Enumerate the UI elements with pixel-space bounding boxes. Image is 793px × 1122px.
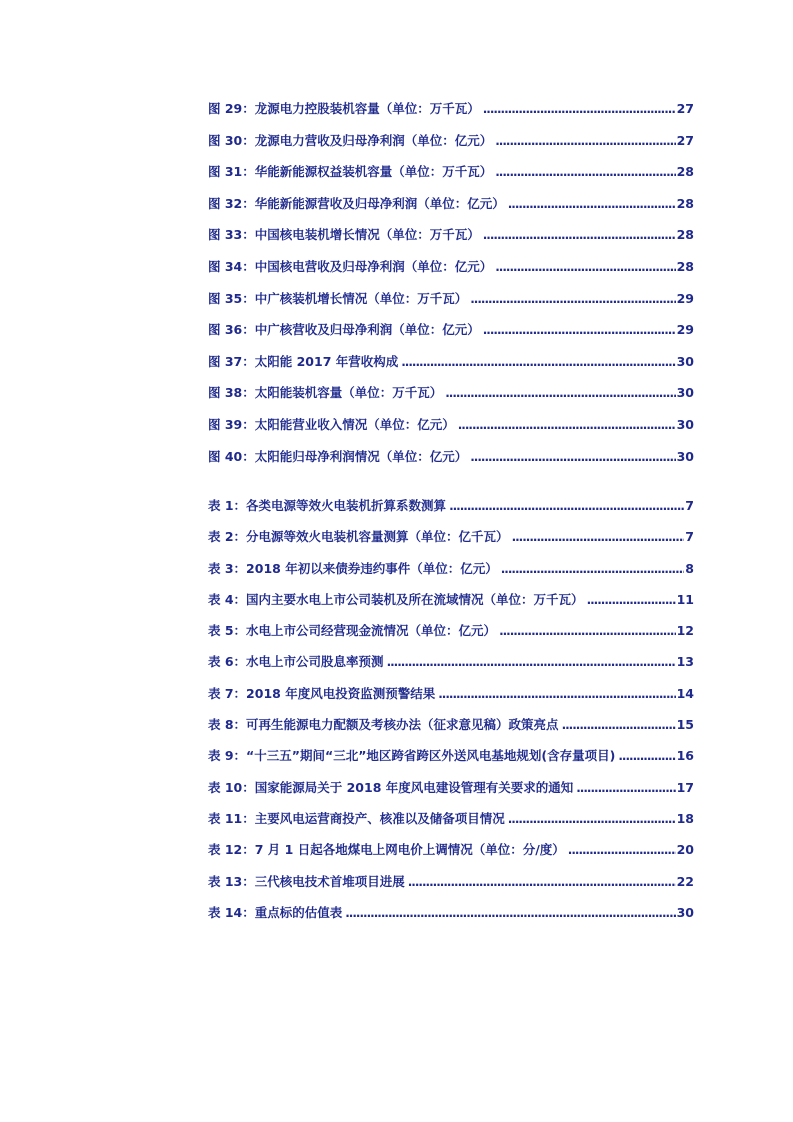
table-entry-title: 表 6：水电上市公司股息率预测	[208, 654, 384, 670]
figure-entry-title: 图 39：太阳能营业收入情况（单位：亿元）	[208, 416, 455, 432]
dot-leader	[495, 260, 675, 274]
figure-entry-page-number: 27	[676, 132, 694, 148]
table-entry[interactable]	[208, 872, 694, 903]
figure-entry-page-number: 28	[676, 164, 694, 180]
figure-entry-title: 图 35：中广核装机增长情况（单位：万千瓦）	[208, 290, 468, 306]
dot-leader	[499, 624, 676, 638]
dot-leader	[587, 593, 676, 607]
table-entry-page-number: 7	[685, 529, 694, 545]
dot-leader	[508, 197, 676, 211]
figure-entry[interactable]	[208, 320, 694, 352]
figure-entry-title: 图 33：中国核电装机增长情况（单位：万千瓦）	[208, 227, 480, 243]
table-entry[interactable]	[208, 496, 694, 527]
dot-leader	[449, 499, 684, 513]
figure-entry-title: 图 37：太阳能 2017 年营收构成	[208, 353, 399, 369]
table-entry-title: 表 5：水电上市公司经营现金流情况（单位：亿元）	[208, 623, 497, 639]
figure-entry-title: 图 29：龙源电力控股装机容量（单位：万千瓦）	[208, 101, 480, 116]
table-entry-page-number: 18	[676, 810, 694, 826]
dot-leader	[501, 562, 685, 576]
table-entry-page-number: 22	[676, 873, 694, 889]
figure-entry-title: 图 36：中广核营收及归母净利润（单位：亿元）	[208, 322, 480, 338]
table-entry-title: 表 9：“十三五”期间“三北”地区跨省跨区外送风电基地规划(含存量项目)	[208, 748, 616, 764]
table-entry[interactable]	[208, 559, 694, 590]
figure-entry-title: 图 32：华能新能源营收及归母净利润（单位：亿元）	[208, 195, 505, 211]
figure-entry-page-number: 28	[676, 258, 694, 274]
figure-index	[208, 99, 694, 478]
dot-leader	[483, 228, 676, 242]
figure-entry-title: 图 30：龙源电力营收及归母净利润（单位：亿元）	[208, 132, 493, 148]
table-entry-page-number: 20	[676, 842, 694, 858]
dot-leader	[401, 355, 675, 369]
table-entry[interactable]	[208, 746, 694, 777]
table-entry[interactable]	[208, 715, 694, 746]
table-index	[208, 496, 694, 934]
figure-entry-page-number: 30	[676, 448, 694, 464]
table-entry-page-number: 7	[685, 498, 694, 513]
dot-leader	[470, 292, 675, 306]
figure-entry-page-number: 28	[676, 195, 694, 211]
dot-leader	[387, 655, 676, 669]
table-entry[interactable]	[208, 621, 694, 652]
figure-entry-title: 图 40：太阳能归母净利润情况（单位：亿元）	[208, 448, 468, 464]
dot-leader	[618, 749, 675, 763]
dot-leader	[508, 812, 676, 826]
table-entry-page-number: 15	[676, 717, 694, 733]
figure-entry[interactable]	[208, 352, 694, 384]
table-entry[interactable]	[208, 840, 694, 871]
table-entry-page-number: 11	[676, 591, 694, 607]
figure-entry[interactable]	[208, 131, 694, 163]
table-entry-page-number: 13	[676, 654, 694, 670]
dot-leader	[576, 781, 675, 795]
table-entry-title: 表 1：各类电源等效火电装机折算系数测算	[208, 498, 447, 513]
table-entry[interactable]	[208, 590, 694, 621]
table-entry-title: 表 2：分电源等效火电装机容量测算（单位：亿千瓦）	[208, 529, 509, 545]
dot-leader	[470, 450, 675, 464]
dot-leader	[562, 718, 676, 732]
dot-leader	[495, 165, 675, 179]
dot-leader	[445, 386, 675, 400]
figure-entry-title: 图 31：华能新能源权益装机容量（单位：万千瓦）	[208, 164, 493, 180]
table-entry-title: 表 14：重点标的估值表	[208, 904, 343, 920]
table-entry-title: 表 13：三代核电技术首堆项目进展	[208, 873, 405, 889]
figure-entry[interactable]	[208, 289, 694, 321]
table-entry[interactable]	[208, 652, 694, 683]
figure-entry-page-number: 27	[676, 101, 694, 116]
figure-entry-page-number: 30	[676, 353, 694, 369]
figure-entry-page-number: 28	[676, 227, 694, 243]
dot-leader	[568, 843, 676, 857]
dot-leader	[483, 102, 676, 116]
figure-entry[interactable]	[208, 162, 694, 194]
table-entry-title: 表 11：主要风电运营商投产、核准以及储备项目情况	[208, 810, 505, 826]
dot-leader	[483, 323, 676, 337]
dot-leader	[458, 418, 676, 432]
table-entry-page-number: 8	[685, 560, 694, 576]
figure-entry[interactable]	[208, 257, 694, 289]
table-entry-title: 表 7：2018 年度风电投资监测预警结果	[208, 685, 436, 701]
figure-entry[interactable]	[208, 99, 694, 131]
table-entry-title: 表 10：国家能源局关于 2018 年度风电建设管理有关要求的通知	[208, 779, 574, 795]
figure-entry-title: 图 38：太阳能装机容量（单位：万千瓦）	[208, 385, 443, 401]
table-entry-title: 表 4：国内主要水电上市公司装机及所在流域情况（单位：万千瓦）	[208, 591, 584, 607]
table-entry[interactable]	[208, 778, 694, 809]
table-entry-page-number: 30	[676, 904, 694, 920]
figure-entry[interactable]	[208, 383, 694, 415]
table-entry-title: 表 8：可再生能源电力配额及考核办法（征求意见稿）政策亮点	[208, 717, 559, 733]
figure-entry-title: 图 34：中国核电营收及归母净利润（单位：亿元）	[208, 258, 493, 274]
dot-leader	[408, 875, 676, 889]
table-entry-title: 表 3：2018 年初以来债券违约事件（单位：亿元）	[208, 560, 498, 576]
figure-entry-page-number: 29	[676, 290, 694, 306]
dot-leader	[345, 906, 675, 920]
figure-entry-page-number: 30	[676, 385, 694, 401]
table-entry[interactable]	[208, 527, 694, 558]
figure-entry[interactable]	[208, 447, 694, 479]
figure-entry[interactable]	[208, 225, 694, 257]
figure-entry[interactable]	[208, 194, 694, 226]
table-entry[interactable]	[208, 684, 694, 715]
dot-leader	[512, 530, 685, 544]
table-entry-page-number: 14	[676, 685, 694, 701]
dot-leader	[495, 134, 675, 148]
table-entry-page-number: 16	[676, 748, 694, 764]
table-entry-title: 表 12：7 月 1 日起各地煤电上网电价上调情况（单位：分/度）	[208, 842, 565, 858]
table-entry-page-number: 17	[676, 779, 694, 795]
table-entry[interactable]	[208, 903, 694, 934]
figure-entry-page-number: 30	[676, 416, 694, 432]
dot-leader	[438, 687, 675, 701]
table-entry[interactable]	[208, 809, 694, 840]
figure-entry-page-number: 29	[676, 322, 694, 338]
figure-entry[interactable]	[208, 415, 694, 447]
table-entry-page-number: 12	[676, 623, 694, 639]
